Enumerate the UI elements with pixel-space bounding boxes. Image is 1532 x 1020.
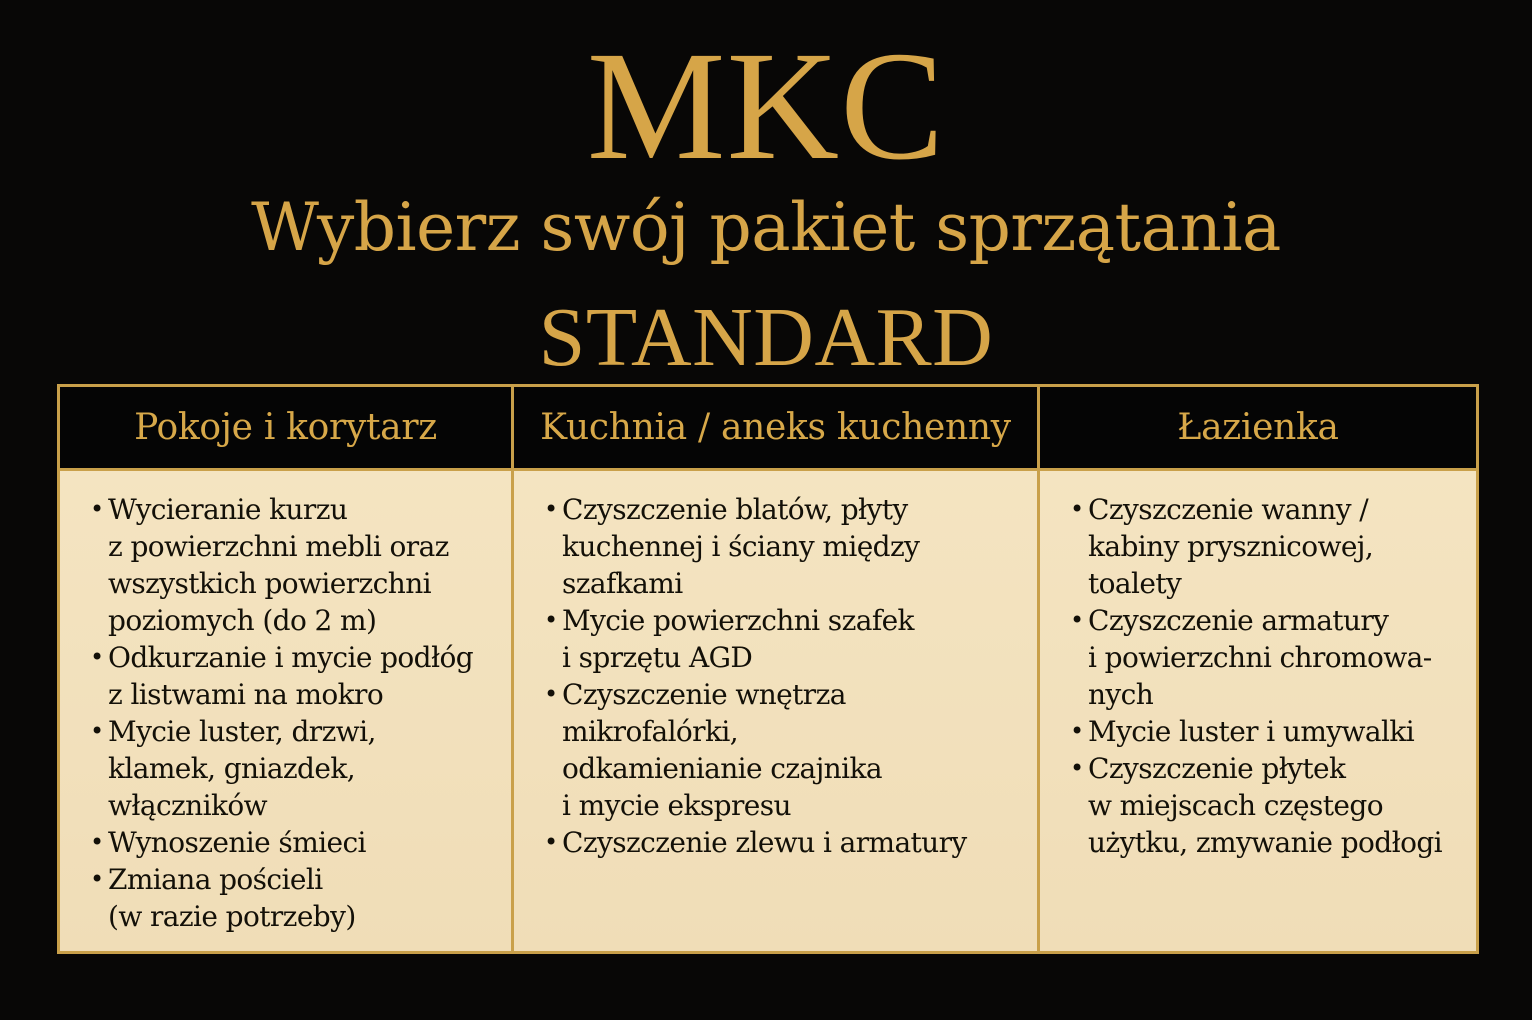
task-item — [1070, 713, 1468, 750]
column-header-rooms: Pokoje i korytarz — [60, 387, 511, 471]
column-header-bathroom: Łazienka — [1037, 387, 1476, 471]
task-item-line: • Czyszczenie wnętrza mikrofalórki, — [562, 678, 846, 748]
task-item-line: użytku, zmywanie podłogi — [1088, 826, 1443, 859]
task-item-line: • Mycie luster i umywalki — [1088, 715, 1415, 748]
task-item-line: • Czyszczenie armatury — [1088, 604, 1389, 637]
task-item-line: kuchennej i ściany między — [562, 530, 920, 563]
task-item-line: • Czyszczenie zlewu i armatury — [562, 826, 967, 859]
task-item-line: w miejscach częstego — [1088, 789, 1383, 822]
task-item — [544, 676, 1029, 824]
task-item-line: szafkami — [562, 567, 683, 600]
task-item-line: • Czyszczenie płytek — [1088, 752, 1346, 785]
task-item-line: i mycie ekspresu — [562, 789, 791, 822]
task-item-line: • Odkurzanie i mycie podłóg — [108, 641, 474, 674]
task-item — [90, 861, 503, 935]
task-item — [90, 713, 503, 824]
task-item — [544, 824, 1029, 861]
task-item — [544, 491, 1029, 602]
task-item-line: z listwami na mokro — [108, 678, 384, 711]
task-item-line: odkamienianie czajnika — [562, 752, 882, 785]
task-item-line: z powierzchni mebli oraz — [108, 530, 449, 563]
column-cell-rooms — [60, 471, 511, 951]
task-item-line: kabiny prysznicowej, — [1088, 530, 1374, 563]
task-item-line: nych — [1088, 678, 1154, 711]
task-item — [1070, 491, 1468, 602]
task-item-line: • Mycie powierzchni szafek — [562, 604, 914, 637]
task-item-line: poziomych (do 2 m) — [108, 604, 377, 637]
task-item-line: • Zmiana pościeli — [108, 863, 323, 896]
task-item-line: klamek, gniazdek, — [108, 752, 356, 785]
package-name: STANDARD — [538, 291, 994, 384]
task-list-bathroom — [1070, 491, 1468, 861]
page-subtitle: Wybierz swój pakiet sprzątania — [251, 189, 1281, 266]
task-item-line: • Czyszczenie blatów, płyty — [562, 493, 908, 526]
task-item-line: (w razie potrzeby) — [108, 900, 356, 933]
column-cell-bathroom — [1037, 471, 1476, 951]
task-item-line: toalety — [1088, 567, 1182, 600]
task-item — [90, 639, 503, 713]
task-item-line: • Wycieranie kurzu — [108, 493, 348, 526]
task-item-line: • Wynoszenie śmieci — [108, 826, 366, 859]
task-item — [1070, 750, 1468, 861]
task-list-kitchen — [544, 491, 1029, 861]
task-item — [90, 491, 503, 639]
task-item — [1070, 602, 1468, 713]
package-table — [57, 384, 1479, 954]
task-item-line: • Mycie luster, drzwi, — [108, 715, 376, 748]
task-item-line: i powierzchni chromowa- — [1088, 641, 1432, 674]
column-cell-kitchen — [511, 471, 1037, 951]
task-list-rooms — [90, 491, 503, 935]
task-item-line: włączników — [108, 789, 267, 822]
task-item-line: i sprzętu AGD — [562, 641, 753, 674]
task-item-line: wszystkich powierzchni — [108, 567, 431, 600]
column-header-kitchen: Kuchnia / aneks kuchenny — [511, 387, 1037, 471]
brand-title: MKC — [586, 19, 946, 192]
task-item-line: • Czyszczenie wanny / — [1088, 493, 1369, 526]
task-item — [544, 602, 1029, 676]
task-item — [90, 824, 503, 861]
